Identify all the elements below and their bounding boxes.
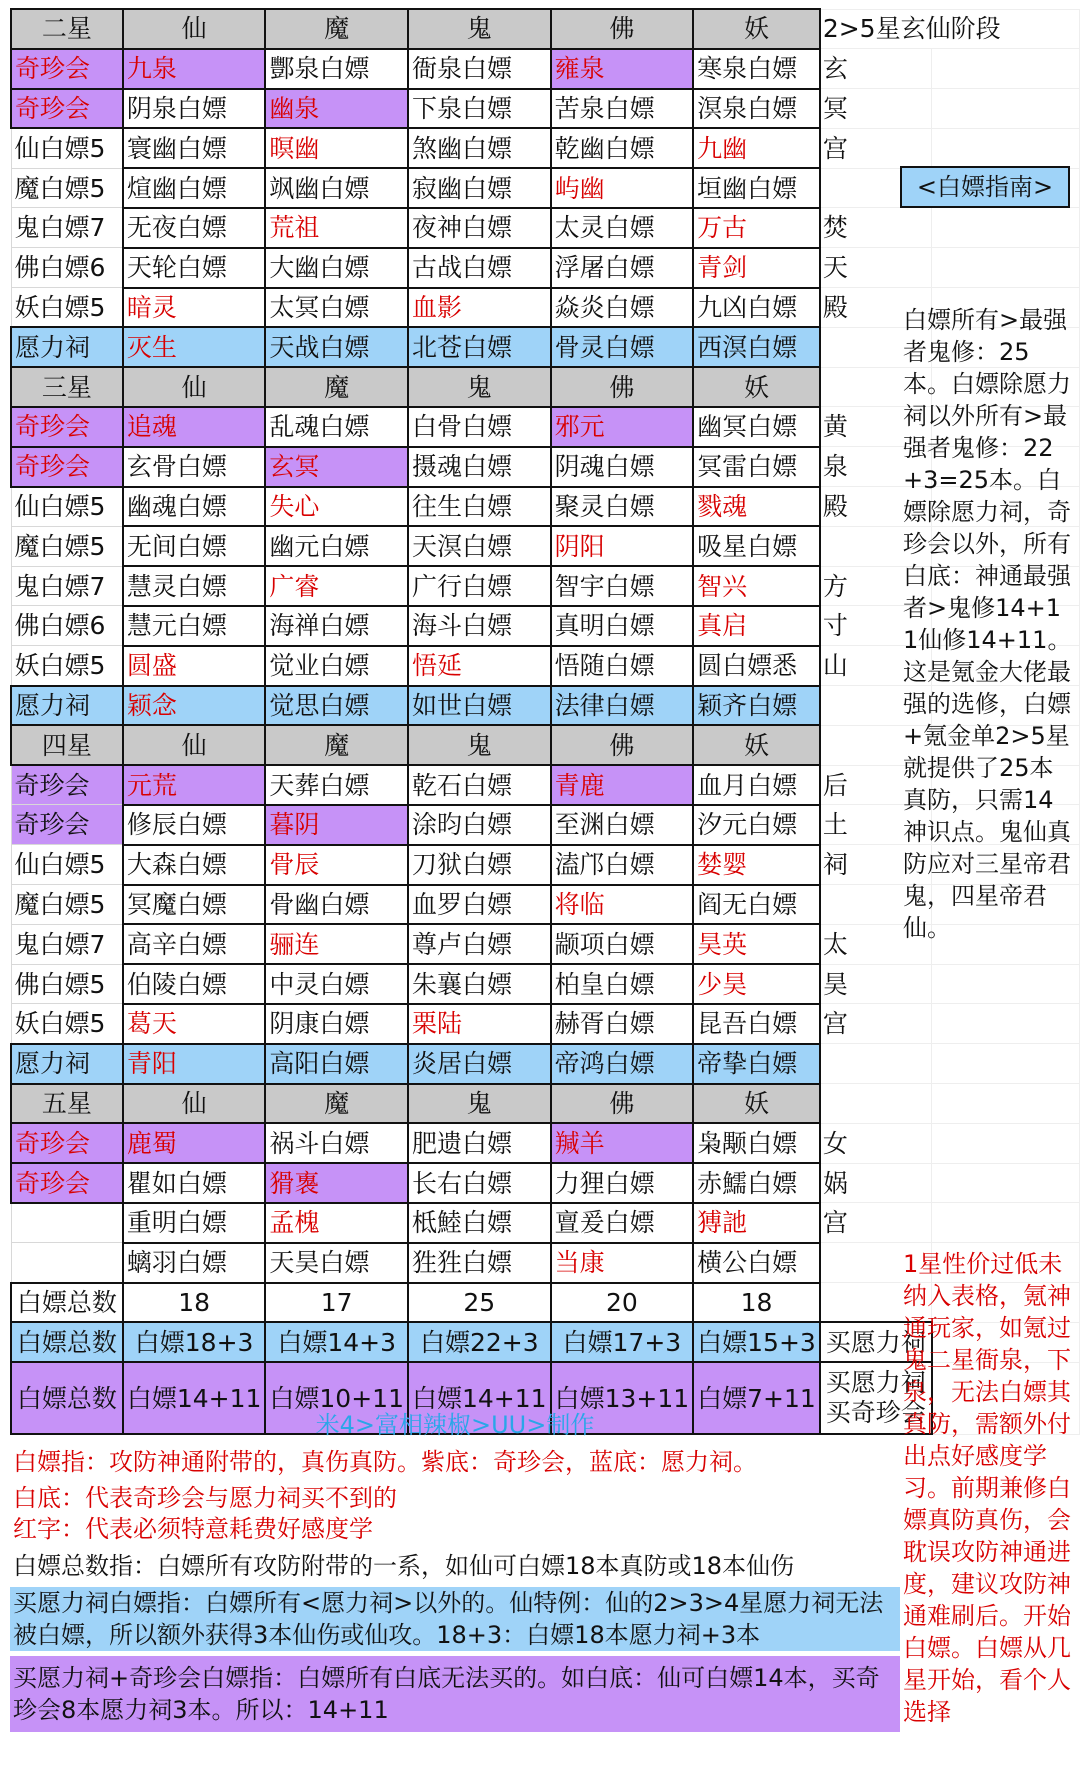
skill-cell: 葛天 <box>123 1004 266 1044</box>
skill-cell: 骨辰 <box>265 845 408 885</box>
skill-cell: 血罗白嫖 <box>408 885 551 925</box>
skill-cell: 血月白嫖 <box>693 765 820 805</box>
empty-cell <box>932 1084 1080 1124</box>
palace-char: 冥 <box>820 89 932 129</box>
skill-cell: 雍泉 <box>551 49 694 89</box>
empty-cell <box>932 1203 1080 1243</box>
skill-cell: 昊英 <box>693 924 820 964</box>
class-header: 妖 <box>693 9 820 49</box>
skill-cell: 法律白嫖 <box>551 686 694 726</box>
skill-cell: 长右白嫖 <box>408 1163 551 1203</box>
skill-cell: 戮魂 <box>693 487 820 527</box>
skill-cell: 悟延 <box>408 646 551 686</box>
skill-cell: 汐元白嫖 <box>693 805 820 845</box>
table-row <box>11 1044 1080 1084</box>
row-label: 奇珍会 <box>11 765 123 805</box>
skill-cell: 尊卢白嫖 <box>408 924 551 964</box>
skill-cell: 垣幽白嫖 <box>693 168 820 208</box>
row-label: 愿力祠 <box>11 686 123 726</box>
skill-cell: 鹿蜀 <box>123 1123 266 1163</box>
table-row <box>11 89 1080 129</box>
buy-both-line2: 买奇珍会 <box>825 1398 926 1428</box>
row-label: 魔白嫖5 <box>11 526 123 566</box>
skill-cell: 天战白嫖 <box>265 327 408 367</box>
total-value: 白嫖17+3 <box>551 1322 694 1362</box>
palace-char: 焚 <box>820 208 932 248</box>
skill-cell: 天轮白嫖 <box>123 248 266 288</box>
row-label <box>11 1203 123 1243</box>
skill-cell: 无夜白嫖 <box>123 208 266 248</box>
row-label: 奇珍会 <box>11 1123 123 1163</box>
skill-cell: 猼訑 <box>693 1203 820 1243</box>
skill-cell: 海斗白嫖 <box>408 606 551 646</box>
row-label: 妖白嫖5 <box>11 646 123 686</box>
side-note-advice: 1星性价过低未纳入表格，氪神通玩家，如氪过鬼二星衙泉，下泉，无法白嫖其真防，需额外付出点好感度学习。前期兼修白嫖真防真伤，会耽误攻防神通进度，建议攻防神通难刷后。开始白嫖。白嫖从几星开始，看个人选择 <box>903 1250 1071 1726</box>
skill-cell: 乾幽白嫖 <box>551 128 694 168</box>
skill-cell: 荒祖 <box>265 208 408 248</box>
skill-cell: 血影 <box>408 288 551 328</box>
row-label: 愿力祠 <box>11 1044 123 1084</box>
skill-cell: 骨幽白嫖 <box>265 885 408 925</box>
table-row <box>11 248 1080 288</box>
palace-char: 泉 <box>820 447 932 487</box>
palace-char: 娲 <box>820 1163 932 1203</box>
row-label: 奇珍会 <box>11 805 123 845</box>
palace-char: 宫 <box>820 128 932 168</box>
skill-cell: 幽冥白嫖 <box>693 407 820 447</box>
skill-cell: 慧灵白嫖 <box>123 566 266 606</box>
palace-char: 后 <box>820 765 932 805</box>
skill-cell: 中灵白嫖 <box>265 964 408 1004</box>
palace-char: 土 <box>820 805 932 845</box>
row-label: 魔白嫖5 <box>11 885 123 925</box>
legend-total: 白嫖总数指：白嫖所有攻防附带的一系，如仙可白嫖18本真防或18本仙伤 <box>13 1552 795 1580</box>
skill-cell: 觉思白嫖 <box>265 686 408 726</box>
class-header: 佛 <box>551 9 694 49</box>
row-label: 奇珍会 <box>11 89 123 129</box>
skill-cell: 天昊白嫖 <box>265 1243 408 1283</box>
skill-cell: 慧元白嫖 <box>123 606 266 646</box>
empty-cell <box>932 1044 1080 1084</box>
total-value: 18 <box>123 1283 266 1323</box>
palace-char <box>820 1044 932 1084</box>
skill-cell: 乱魂白嫖 <box>265 407 408 447</box>
class-header: 仙 <box>123 367 266 407</box>
skill-cell: 螭羽白嫖 <box>123 1243 266 1283</box>
skill-cell: 失心 <box>265 487 408 527</box>
skill-cell: 元荒 <box>123 765 266 805</box>
row-label: 佛白嫖6 <box>11 248 123 288</box>
skill-cell: 圆盛 <box>123 646 266 686</box>
total-value: 白嫖14+3 <box>265 1322 408 1362</box>
palace-char: 玄 <box>820 49 932 89</box>
skill-cell: 乾石白嫖 <box>408 765 551 805</box>
skill-cell: 古战白嫖 <box>408 248 551 288</box>
row-label: 妖白嫖5 <box>11 1004 123 1044</box>
empty-cell <box>932 1123 1080 1163</box>
skill-cell: 九凶白嫖 <box>693 288 820 328</box>
row-label: 鬼白嫖7 <box>11 924 123 964</box>
skill-cell: 浮屠白嫖 <box>551 248 694 288</box>
palace-char: 寸 <box>820 606 932 646</box>
palace-char: 黄 <box>820 407 932 447</box>
skill-cell: 赫胥白嫖 <box>551 1004 694 1044</box>
class-header: 鬼 <box>408 725 551 765</box>
skill-cell: 真启 <box>693 606 820 646</box>
legend-buy-both: 买愿力祠+奇珍会白嫖指：白嫖所有白底无法买的。如白底：仙可白嫖14本，买奇珍会8本愿力祠3本。所以：14+11 <box>10 1656 900 1732</box>
skill-cell: 帝鸿白嫖 <box>551 1044 694 1084</box>
skill-cell: 祸斗白嫖 <box>265 1123 408 1163</box>
class-header: 魔 <box>265 1084 408 1124</box>
skill-cell: 枭颙白嫖 <box>693 1123 820 1163</box>
skill-cell: 暮阴 <box>265 805 408 845</box>
palace-char: 天 <box>820 248 932 288</box>
skill-cell: 骨灵白嫖 <box>551 327 694 367</box>
skill-cell: 邪元 <box>551 407 694 447</box>
row-label: 奇珍会 <box>11 447 123 487</box>
skill-cell: 昆吾白嫖 <box>693 1004 820 1044</box>
row-label <box>11 1243 123 1283</box>
legend-definition: 白嫖指：攻防神通附带的，真伤真防。紫底：奇珍会，蓝底：愿力祠。 <box>13 1448 757 1476</box>
skill-cell: 阴阳 <box>551 526 694 566</box>
skill-cell: 玄骨白嫖 <box>123 447 266 487</box>
skill-cell: 如世白嫖 <box>408 686 551 726</box>
total-value: 白嫖14+11 <box>408 1362 551 1434</box>
skill-cell: 婪婴 <box>693 845 820 885</box>
row-label: 鬼白嫖7 <box>11 208 123 248</box>
empty-cell <box>932 1004 1080 1044</box>
skill-cell: 伯陵白嫖 <box>123 964 266 1004</box>
skill-cell: 狌狌白嫖 <box>408 1243 551 1283</box>
totals-label: 白嫖总数 <box>11 1283 123 1323</box>
skill-cell: 太冥白嫖 <box>265 288 408 328</box>
skill-cell: 大幽白嫖 <box>265 248 408 288</box>
skill-cell: 暝幽 <box>265 128 408 168</box>
skill-cell: 寂幽白嫖 <box>408 168 551 208</box>
empty-cell <box>932 1163 1080 1203</box>
side-note-strongest: 白嫖所有>最强者鬼修：25本。白嫖除愿力祠以外所有>最强者鬼修：22+3=25本。白嫖除愿力祠，奇珍会以外，所有白底：神通最强者>鬼修14+11仙修14+11。这是氪金大佬最强的选修，白嫖+氪金单2>5星就提供了25本真防，只需14神识点。鬼仙真防应对三星帝君鬼，四星帝君仙。 <box>903 306 1072 942</box>
stage-title <box>820 1084 932 1124</box>
total-value: 白嫖18+3 <box>123 1322 266 1362</box>
total-value: 20 <box>551 1283 694 1323</box>
table-row <box>11 1123 1080 1163</box>
skill-cell: 少昊 <box>693 964 820 1004</box>
class-header: 佛 <box>551 1084 694 1124</box>
skill-cell: 孟槐 <box>265 1203 408 1243</box>
skill-cell: 高阳白嫖 <box>265 1044 408 1084</box>
empty-cell <box>932 964 1080 1004</box>
skill-cell: 横公白嫖 <box>693 1243 820 1283</box>
row-label: 奇珍会 <box>11 49 123 89</box>
skill-cell: 羬羊 <box>551 1123 694 1163</box>
class-header: 妖 <box>693 725 820 765</box>
buy-yuanli-label: 买愿力祠 <box>820 1322 932 1362</box>
skill-cell: 摄魂白嫖 <box>408 447 551 487</box>
legend-white-bg: 白底：代表奇珍会与愿力祠买不到的 <box>13 1484 397 1512</box>
total-value: 白嫖14+11 <box>123 1362 266 1434</box>
total-value: 白嫖15+3 <box>693 1322 820 1362</box>
star-level-label: 三星 <box>11 367 123 407</box>
skill-cell: 朱襄白嫖 <box>408 964 551 1004</box>
skill-cell: 九幽 <box>693 128 820 168</box>
skill-cell: 灭生 <box>123 327 266 367</box>
row-label: 仙白嫖5 <box>11 487 123 527</box>
skill-cell: 冥雷白嫖 <box>693 447 820 487</box>
skill-cell: 炎居白嫖 <box>408 1044 551 1084</box>
star-header-row <box>11 9 1080 49</box>
skill-cell: 阴魂白嫖 <box>551 447 694 487</box>
row-label: 奇珍会 <box>11 1163 123 1203</box>
skill-cell: 无间白嫖 <box>123 526 266 566</box>
palace-char: 宫 <box>820 1004 932 1044</box>
skill-cell: 幽魂白嫖 <box>123 487 266 527</box>
row-label: 奇珍会 <box>11 407 123 447</box>
credit-line: 米4>富相辣椒>UU>制作 <box>315 1411 595 1439</box>
skill-cell: 柏皇白嫖 <box>551 964 694 1004</box>
total-value: 17 <box>265 1283 408 1323</box>
skill-cell: 西溟白嫖 <box>693 327 820 367</box>
skill-cell: 广睿 <box>265 566 408 606</box>
skill-cell: 瞿如白嫖 <box>123 1163 266 1203</box>
skill-cell: 太灵白嫖 <box>551 208 694 248</box>
skill-cell: 刀狱白嫖 <box>408 845 551 885</box>
skill-cell: 觉业白嫖 <box>265 646 408 686</box>
skill-cell: 天葬白嫖 <box>265 765 408 805</box>
table-row <box>11 128 1080 168</box>
skill-cell: 寰幽白嫖 <box>123 128 266 168</box>
total-value: 25 <box>408 1283 551 1323</box>
skill-cell: 将临 <box>551 885 694 925</box>
empty-cell <box>932 248 1080 288</box>
table-row <box>11 1163 1080 1203</box>
skill-cell: 广行白嫖 <box>408 566 551 606</box>
row-label: 妖白嫖5 <box>11 288 123 328</box>
skill-cell: 肥遗白嫖 <box>408 1123 551 1163</box>
skill-cell: 颖念 <box>123 686 266 726</box>
empty-cell <box>932 49 1080 89</box>
legend-red-text: 红字：代表必须特意耗费好感度学 <box>13 1515 373 1543</box>
skill-cell: 溟泉白嫖 <box>693 89 820 129</box>
skill-cell: 暗灵 <box>123 288 266 328</box>
stage-title: 2>5星玄仙阶段 <box>820 9 1080 49</box>
empty-cell <box>932 208 1080 248</box>
total-value: 白嫖10+11 <box>265 1362 408 1434</box>
class-header: 仙 <box>123 1084 266 1124</box>
class-header: 鬼 <box>408 367 551 407</box>
skill-cell: 夜神白嫖 <box>408 208 551 248</box>
skill-cell: 天溟白嫖 <box>408 526 551 566</box>
skill-cell: 往生白嫖 <box>408 487 551 527</box>
row-label: 佛白嫖6 <box>11 606 123 646</box>
skill-cell: 阴泉白嫖 <box>123 89 266 129</box>
skill-cell: 青剑 <box>693 248 820 288</box>
skill-cell: 阎无白嫖 <box>693 885 820 925</box>
skill-cell: 聚灵白嫖 <box>551 487 694 527</box>
palace-char: 殿 <box>820 288 932 328</box>
skill-cell: 悟随白嫖 <box>551 646 694 686</box>
table-row <box>11 208 1080 248</box>
palace-char: 殿 <box>820 487 932 527</box>
skill-cell: 力狸白嫖 <box>551 1163 694 1203</box>
class-header: 仙 <box>123 725 266 765</box>
skill-cell: 九泉 <box>123 49 266 89</box>
row-label: 佛白嫖5 <box>11 964 123 1004</box>
palace-char: 宫 <box>820 1203 932 1243</box>
row-label: 仙白嫖5 <box>11 128 123 168</box>
totals-label: 白嫖总数 <box>11 1362 123 1434</box>
skill-cell: 衙泉白嫖 <box>408 49 551 89</box>
class-header: 魔 <box>265 725 408 765</box>
total-value: 18 <box>693 1283 820 1323</box>
total-value: 白嫖22+3 <box>408 1322 551 1362</box>
skill-cell: 寒泉白嫖 <box>693 49 820 89</box>
skill-cell: 智兴 <box>693 566 820 606</box>
class-header: 魔 <box>265 9 408 49</box>
skill-cell: 修辰白嫖 <box>123 805 266 845</box>
skill-cell: 冥魔白嫖 <box>123 885 266 925</box>
skill-cell: 智宇白嫖 <box>551 566 694 606</box>
skill-cell: 追魂 <box>123 407 266 447</box>
class-header: 佛 <box>551 367 694 407</box>
skill-cell: 颛项白嫖 <box>551 924 694 964</box>
total-value: 白嫖13+11 <box>551 1362 694 1434</box>
skill-cell: 真明白嫖 <box>551 606 694 646</box>
skill-cell: 万古 <box>693 208 820 248</box>
star-level-label: 五星 <box>11 1084 123 1124</box>
class-header: 妖 <box>693 1084 820 1124</box>
row-label: 鬼白嫖7 <box>11 566 123 606</box>
row-label: 仙白嫖5 <box>11 845 123 885</box>
star-header-row <box>11 1084 1080 1124</box>
skill-cell: 溘邝白嫖 <box>551 845 694 885</box>
skill-cell: 白骨白嫖 <box>408 407 551 447</box>
table-row <box>11 1004 1080 1044</box>
skill-cell: 大森白嫖 <box>123 845 266 885</box>
class-header: 鬼 <box>408 1084 551 1124</box>
skill-cell: 吸星白嫖 <box>693 526 820 566</box>
skill-cell: 玄冥 <box>265 447 408 487</box>
total-value: 白嫖7+11 <box>693 1362 820 1434</box>
class-header: 鬼 <box>408 9 551 49</box>
palace-char: 女 <box>820 1123 932 1163</box>
table-row <box>11 1203 1080 1243</box>
buy-both-line1: 买愿力祠 <box>825 1368 926 1398</box>
empty-cell <box>932 89 1080 129</box>
class-header: 佛 <box>551 725 694 765</box>
skill-cell: 亶爰白嫖 <box>551 1203 694 1243</box>
skill-cell: 栗陆 <box>408 1004 551 1044</box>
legend-buy-yuanli: 买愿力祠白嫖指：白嫖所有<愿力祠>以外的。仙特例：仙的2>3>4星愿力祠无法被白嫖，所以额外获得3本仙伤或仙攻。18+3：白嫖18本愿力祠+3本 <box>10 1587 900 1651</box>
skill-cell: 飒幽白嫖 <box>265 168 408 208</box>
skill-cell: 北苍白嫖 <box>408 327 551 367</box>
skill-cell: 至渊白嫖 <box>551 805 694 845</box>
skill-cell: 重明白嫖 <box>123 1203 266 1243</box>
palace-char: 祠 <box>820 845 932 885</box>
skill-cell: 青鹿 <box>551 765 694 805</box>
skill-cell: 煊幽白嫖 <box>123 168 266 208</box>
guide-label: <白嫖指南> <box>900 166 1070 208</box>
table-row <box>11 49 1080 89</box>
skill-cell: 煞幽白嫖 <box>408 128 551 168</box>
skill-cell: 幽元白嫖 <box>265 526 408 566</box>
skill-cell: 帝挚白嫖 <box>693 1044 820 1084</box>
palace-char: 方 <box>820 566 932 606</box>
row-label: 魔白嫖5 <box>11 168 123 208</box>
table-row <box>11 964 1080 1004</box>
skill-cell: 颖齐白嫖 <box>693 686 820 726</box>
palace-char: 太 <box>820 924 932 964</box>
class-header: 妖 <box>693 367 820 407</box>
star-level-label: 二星 <box>11 9 123 49</box>
skill-cell: 焱炎白嫖 <box>551 288 694 328</box>
class-header: 仙 <box>123 9 266 49</box>
skill-cell: 赤鱬白嫖 <box>693 1163 820 1203</box>
skill-cell: 涂昀白嫖 <box>408 805 551 845</box>
skill-cell: 高辛白嫖 <box>123 924 266 964</box>
skill-cell: 下泉白嫖 <box>408 89 551 129</box>
skill-cell: 猾褢 <box>265 1163 408 1203</box>
class-header: 魔 <box>265 367 408 407</box>
skill-cell: 苦泉白嫖 <box>551 89 694 129</box>
skill-cell: 圆白嫖悉 <box>693 646 820 686</box>
skill-cell: 幽泉 <box>265 89 408 129</box>
totals-label: 白嫖总数 <box>11 1322 123 1362</box>
skill-cell: 骊连 <box>265 924 408 964</box>
skill-cell: 酆泉白嫖 <box>265 49 408 89</box>
skill-cell: 阴康白嫖 <box>265 1004 408 1044</box>
row-label: 愿力祠 <box>11 327 123 367</box>
skill-cell: 当康 <box>551 1243 694 1283</box>
skill-cell: 青阳 <box>123 1044 266 1084</box>
skill-cell: 屿幽 <box>551 168 694 208</box>
skill-cell: 海禅白嫖 <box>265 606 408 646</box>
palace-char: 昊 <box>820 964 932 1004</box>
empty-cell <box>932 128 1080 168</box>
skill-cell: 柢鯥白嫖 <box>408 1203 551 1243</box>
star-level-label: 四星 <box>11 725 123 765</box>
palace-char: 山 <box>820 646 932 686</box>
